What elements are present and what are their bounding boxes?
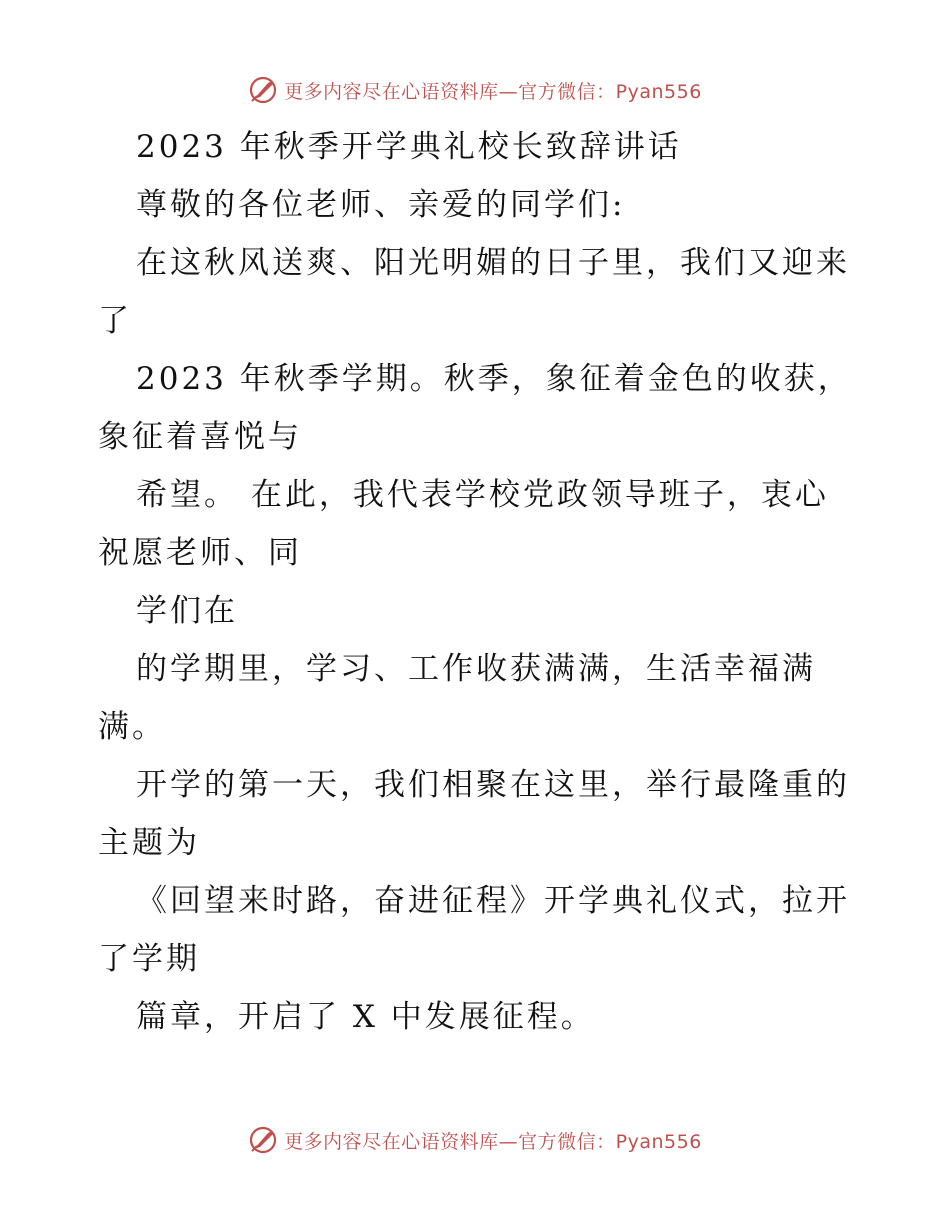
- paragraph-line: 开学的第一天，我们相聚在这里，举行最隆重的主题为: [98, 767, 850, 861]
- paragraph-line: 希望。 在此，我代表学校党政领导班子，衷心祝愿老师、同: [98, 477, 829, 571]
- footer-banner: [0, 1120, 950, 1160]
- document-body: [98, 118, 858, 1046]
- greeting-line: 尊敬的各位老师、亲爱的同学们:: [136, 187, 626, 223]
- paragraph-line: 篇章，开启了 X 中发展征程。: [136, 999, 595, 1035]
- paragraph-line: 在这秋风送爽、阳光明媚的日子里，我们又迎来了: [98, 245, 850, 339]
- header-banner: [0, 70, 950, 110]
- document-title: 2023 年秋季开学典礼校长致辞讲话: [136, 129, 682, 165]
- paragraph-line: 的学期里，学习、工作收获满满，生活幸福满满。: [98, 651, 816, 745]
- quill-pen-circle-icon: [248, 1125, 278, 1155]
- paragraph-line: 2023 年秋季学期。秋季，象征着金色的收获，象征着喜悦与: [98, 361, 852, 455]
- quill-pen-circle-icon: [248, 75, 278, 105]
- footer-banner-text: 更多内容尽在心语资料库—官方微信：Pyan556: [284, 1130, 702, 1153]
- paragraph-line: 学们在: [136, 593, 238, 629]
- paragraph-line: 《回望来时路，奋进征程》开学典礼仪式，拉开了学期: [98, 883, 850, 977]
- header-banner-text: 更多内容尽在心语资料库—官方微信：Pyan556: [284, 80, 702, 103]
